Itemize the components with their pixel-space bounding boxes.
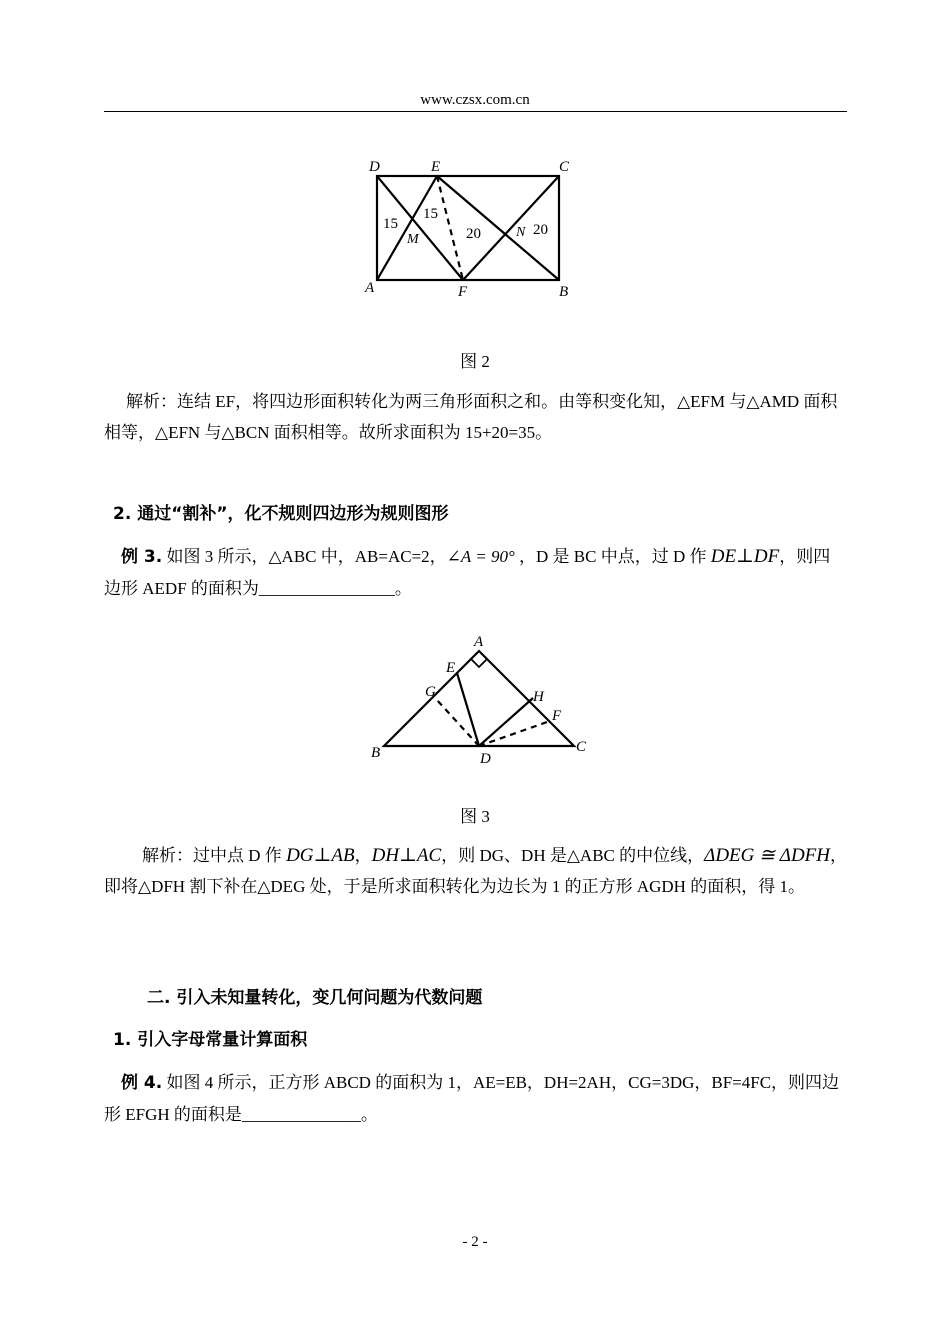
fig2-label-F: F [458,284,468,300]
analysis-3-congruence: ΔDEG ≅ ΔDFH [704,845,830,866]
fig3-label-B: B [371,745,381,761]
figure-2-diagram [355,150,595,305]
example-3-angle: ∠A = 90° [446,547,515,566]
fig3-label-F: F [552,708,562,724]
fig3-label-D: D [480,751,491,767]
analysis-3-text-c: ，即将△DFH 割下补在△DEG 处，于是所求面积转化为边长为 1 的正方形 AGDH 的面积，得 1。 [104,846,848,896]
example-3-text-a: 如图 3 所示，△ABC 中，AB=AC=2， [162,547,447,566]
analysis-3 [104,840,847,902]
figure-2-caption: 图 2 [460,352,490,371]
header-rule [104,111,847,112]
example-4-text: 如图 4 所示，正方形 ABCD 的面积为 1，AE=EB，DH=2AH，CG=3DG，BF=4FC，则四边形 EFGH 的面积是______________。 [104,1073,840,1124]
analysis-3-dg-perp-ab: DG⊥AB [286,845,355,866]
example-3-text-b: ，D 是 BC 中点，过 D 作 [514,547,711,566]
fig3-label-H: H [533,689,544,705]
example-3-perp: DE⊥DF [710,546,780,567]
fig3-label-C: C [576,739,587,755]
example-3 [104,541,847,604]
figure-3-diagram [362,625,602,770]
fig2-label-E: E [431,159,441,175]
analysis-3-dh-perp-ac: DH⊥AC [371,845,442,866]
fig2-label-B: B [559,284,569,300]
fig3-label-A: A [474,634,484,650]
fig2-label-D: D [369,159,380,175]
section-2-heading: 2. 通过“割补”，化不规则四边形为规则图形 [113,504,449,524]
example-4-label: 例 4. [121,1073,163,1093]
fig2-area-amd: 15 [383,216,398,232]
fig3-label-G: G [425,684,436,700]
analysis-1: 解析：连结 EF，将四边形面积转化为两三角形面积之和。由等积变化知，△EFM 与△AMD 面积相等，△EFN 与△BCN 面积相等。故所求面积为 15+20=35。 [104,392,838,442]
page-number: - 2 - [462,1234,488,1250]
subsection-1-heading: 1. 引入字母常量计算面积 [113,1030,308,1050]
example-4 [104,1067,847,1130]
fig2-label-A: A [365,280,375,296]
fig2-label-M: M [407,232,419,247]
part-2-heading: 二. 引入未知量转化，变几何问题为代数问题 [147,988,483,1008]
fig2-label-C: C [559,159,570,175]
fig2-area-efm: 15 [423,206,438,222]
fig3-label-E: E [446,660,456,676]
fig2-label-N: N [516,225,526,240]
example-3-label: 例 3. [121,547,163,567]
analysis-3-text-a: 解析：过中点 D 作 [142,846,287,865]
fig2-area-efn: 20 [466,226,481,242]
figure-3-caption: 图 3 [460,807,490,826]
analysis-3-text-b: ，则 DG、DH 是△ABC 的中位线， [441,846,705,865]
example-3-text-c: ，则四边形 AEDF 的面积为________________。 [104,547,831,598]
header-url: www.czsx.com.cn [420,92,530,108]
analysis-3-sep: ， [354,846,372,865]
fig2-area-bcn: 20 [533,222,548,238]
